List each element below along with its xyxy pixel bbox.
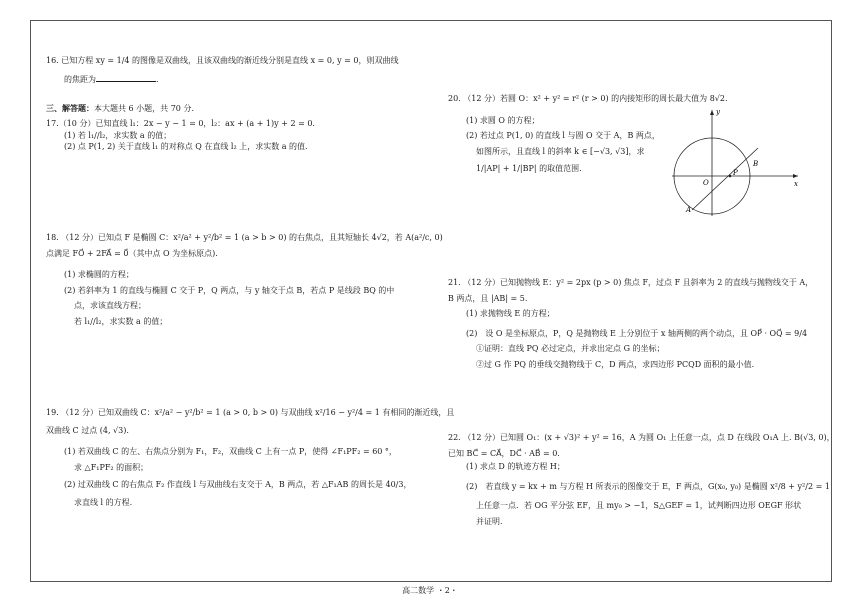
o-label: O [703, 179, 709, 187]
q20-part2a: (2) 若过点 P(1, 0) 的直线 l 与圆 O 交于 A，B 两点， [466, 131, 660, 141]
q16-line2-text: 的焦距为 [64, 74, 96, 84]
q17-part2: (2) 点 P(1, 2) 关于直线 l₁ 的对称点 Q 在直线 l₂ 上，求实数 a 的值. [64, 142, 308, 152]
x-label: x [794, 180, 798, 188]
question-17 [46, 118, 426, 153]
q17-part1: (1) 若 l₁//l₂，求实数 a 的值； [64, 130, 172, 140]
answer-blank [96, 73, 156, 82]
y-axis-arrow [710, 110, 714, 115]
q22-part2c: 并证明. [476, 516, 503, 526]
q17-stem: 17.（10 分）已知直线 l₁：2x − y − 1 = 0，l₂：ax + (a + 1)y + 2 = 0. [46, 119, 315, 128]
section-3-heading [46, 103, 426, 115]
point-p [729, 175, 732, 178]
q22-part2a: (2) 若直线 y = kx + m 与方程 H 所表示的图像交于 E，F 两点，G(x₀, y₀) 是椭圆 x²/8 + y²/2 = 1 [466, 481, 830, 491]
y-label: y [716, 108, 720, 116]
question-18 [46, 232, 443, 328]
q19-stem1: 19. （12 分）已知双曲线 C：x²/a² − y²/b² = 1 (a > 0, b > 0) 与双曲线 x²/16 − y²/4 = 1 有相同的渐近线，且 [46, 408, 455, 417]
circle-figure [670, 108, 800, 218]
q21-stem2: B 两点，且 |AB| = 5. [448, 293, 528, 303]
q20-part2b: 如图所示，且直线 l 的斜率 k ∈ [−√3, √3]，求 [476, 146, 645, 156]
question-21 [448, 277, 828, 371]
q20-part1: (1) 求圆 O 的方程； [466, 115, 540, 125]
a-label: A [686, 206, 692, 214]
section-desc: 本大题共 6 小题，共 70 分. [94, 104, 194, 113]
b-label: B [753, 160, 759, 168]
q19-stem2: 双曲线 C 过点 (4, √3). [46, 425, 129, 435]
q22-part2b: 上任意一点．若 OG 平分弦 EF，且 my₀ > −1，S△GEF = 1，试判断四边形 OEGF 形状 [476, 501, 802, 511]
q18-part2a: (2) 若斜率为 1 的直线与椭圆 C 交于 P，Q 两点，与 y 轴交于点 B，若点 P 是线段 BQ 的中 [64, 285, 395, 295]
q19-part2a: (2) 过双曲线 C 的右焦点 F₂ 作直线 l 与双曲线右支交于 A，B 两点，若 △F₁AB 的周长是 40/3， [64, 480, 412, 490]
q18-part2b: 点，求该直线方程； [74, 301, 146, 311]
q19-part1b: 求 △F₁PF₂ 的面积； [74, 462, 149, 472]
q18-stem1: 18. （12 分）已知点 F 是椭圆 C：x²/a² + y²/b² = 1 (a > b > 0) 的右焦点，且其短轴长 4√2，若 A(a²/c, 0) [46, 233, 443, 242]
q18-part1: (1) 求椭圆的方程； [64, 270, 134, 280]
q20-part2c: 1/|AP| + 1/|BP| 的取值范围. [476, 164, 582, 174]
q19-part1a: (1) 若双曲线 C 的左、右焦点分别为 F₁，F₂，双曲线 C 上有一点 P，使得 ∠F₁PF₂ = 60 °， [64, 447, 397, 457]
q18-part2c: 若 l₁//l₂，求实数 a 的值； [74, 316, 168, 326]
q21-sub2: ②过 G 作 PQ 的垂线交抛物线于 C，D 两点，求四边形 PCQD 面积的最小值. [476, 359, 755, 369]
q21-sub1: ①证明：直线 PQ 必过定点，并求出定点 G 的坐标； [476, 344, 665, 354]
question-22 [448, 432, 835, 528]
q21-part2: (2) 设 O 是坐标原点，P，Q 是抛物线 E 上分别位于 x 轴两侧的两个动点，且 OP⃗ · OQ⃗ = 9/4 [466, 328, 808, 338]
q19-part2b: 求直线 l 的方程. [74, 497, 133, 507]
p-label: P [733, 169, 738, 177]
line-l [692, 148, 758, 210]
section-title: 三、解答题： [46, 103, 94, 113]
q22-part1: (1) 求点 D 的轨迹方程 H； [466, 462, 565, 472]
q18-stem2: 点满足 FO⃗ + 2FA⃗ = 0⃗（其中点 O 为坐标原点). [46, 248, 218, 258]
q16-line2: 的焦距为 . [64, 74, 159, 84]
q20-stem: 20. （12 分）若圆 O：x² + y² = r² (r > 0) 的内接矩形的周长最大值为 8√2. [448, 94, 728, 103]
q21-part1: (1) 求抛物线 E 的方程； [466, 309, 555, 319]
question-16 [46, 55, 426, 85]
q21-stem1: 21. （12 分）已知抛物线 E：y² = 2px (p > 0) 焦点 F，过点 F 且斜率为 2 的直线与抛物线交于 A， [448, 278, 814, 287]
q22-stem2: 已知 BC⃗ = CA⃗，DC⃗ · AB⃗ = 0. [448, 448, 560, 458]
q22-stem1: 22. （12 分）已知圆 O₁：(x + √3)² + y² = 16，A 为圆 O₁ 上任意一点，点 D 在线段 O₁A 上. B(√3, 0)， [448, 433, 835, 442]
x-axis-arrow [793, 174, 798, 178]
question-19 [46, 407, 455, 509]
q16-line1: 16. 已知方程 xy = 1/4 的图像是双曲线，且该双曲线的渐近线分别是直线 x = 0, y = 0，则双曲线 [46, 56, 399, 65]
page-footer: 高二数学 ・2・ [402, 586, 458, 595]
